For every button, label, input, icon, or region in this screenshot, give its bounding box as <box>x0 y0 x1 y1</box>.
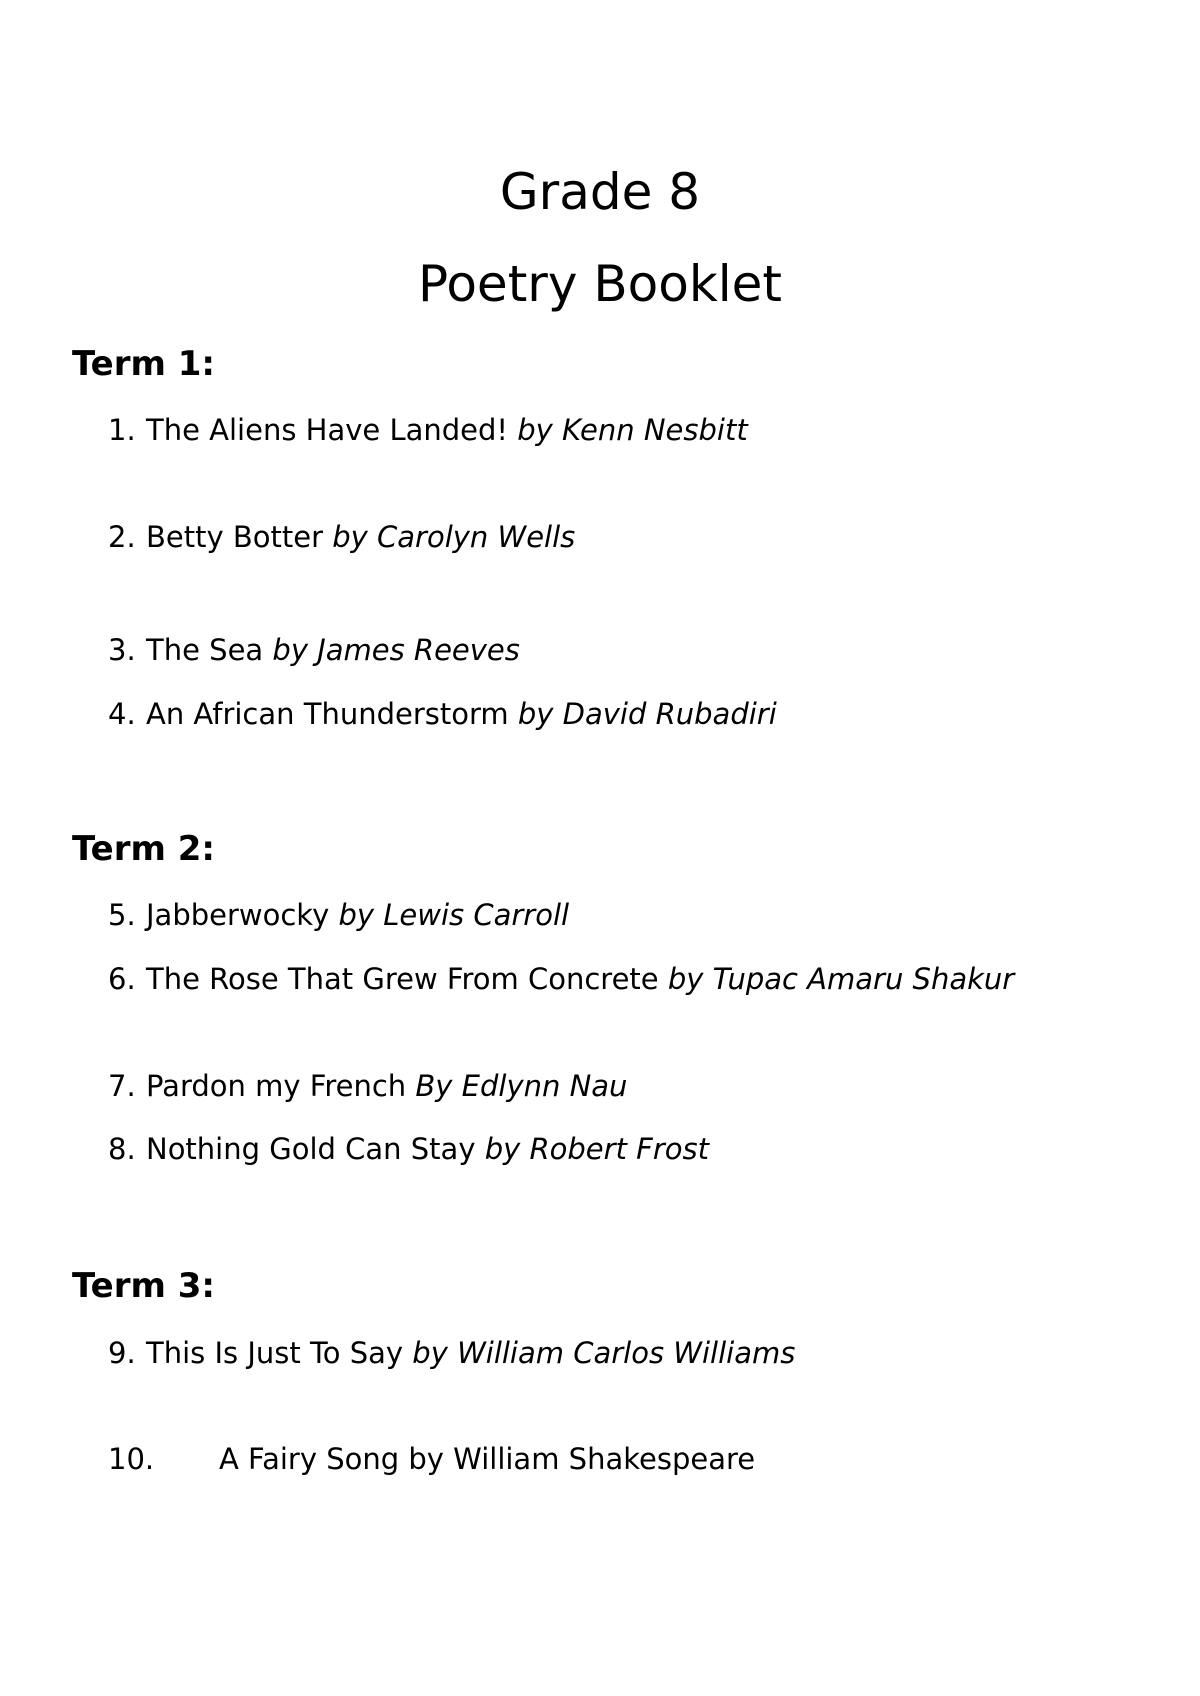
poem-title: Nothing Gold Can Stay <box>146 1132 476 1166</box>
poem-title: The Sea <box>146 633 264 667</box>
poem-number: 9. <box>108 1336 136 1370</box>
poem-author: by Kenn Nesbitt <box>517 413 748 447</box>
poem-number: 2. <box>108 520 136 554</box>
poem-author: by David Rubadiri <box>517 697 777 731</box>
poem-number: 1. <box>108 413 136 447</box>
term-1-heading: Term 1: <box>72 344 216 384</box>
poem-number: 6. <box>108 962 136 996</box>
poem-title: An African Thunderstorm <box>146 697 509 731</box>
poem-author: by Carolyn Wells <box>332 520 576 554</box>
poem-number: 3. <box>108 633 136 667</box>
poem-item-10 <box>108 1441 755 1477</box>
poem-title: Betty Botter <box>146 520 324 554</box>
document-title: Grade 8 <box>499 163 701 221</box>
poem-title: This Is Just To Say <box>146 1336 404 1370</box>
poem-author: by Tupac Amaru Shakur <box>667 962 1015 996</box>
poem-item-2 <box>108 519 575 555</box>
poem-title: The Aliens Have Landed! <box>146 413 509 447</box>
poem-author: by James Reeves <box>272 633 520 667</box>
poem-author: by Lewis Carroll <box>338 898 570 932</box>
poem-number: 10. <box>108 1442 155 1476</box>
term-3-heading: Term 3: <box>72 1266 216 1306</box>
poem-item-4 <box>108 696 777 732</box>
poem-title: Pardon my French <box>146 1069 407 1103</box>
term-2-heading: Term 2: <box>72 829 216 869</box>
poem-author: By Edlynn Nau <box>415 1069 628 1103</box>
poem-item-5 <box>108 897 569 933</box>
poem-number: 8. <box>108 1132 136 1166</box>
poem-item-8 <box>108 1131 709 1167</box>
poem-title: A Fairy Song <box>219 1442 400 1476</box>
poem-author: by William Shakespeare <box>408 1442 756 1476</box>
poem-item-9 <box>108 1335 795 1371</box>
poem-title: The Rose That Grew From Concrete <box>146 962 659 996</box>
poem-number: 5. <box>108 898 136 932</box>
poem-author: by Robert Frost <box>484 1132 709 1166</box>
poem-item-6 <box>108 961 1014 997</box>
poem-author: by William Carlos Williams <box>412 1336 796 1370</box>
poem-title: Jabberwocky <box>146 898 330 932</box>
poem-number: 7. <box>108 1069 136 1103</box>
poem-item-7 <box>108 1068 627 1104</box>
document-subtitle: Poetry Booklet <box>417 255 783 313</box>
poem-item-3 <box>108 632 520 668</box>
poem-number: 4. <box>108 697 136 731</box>
poem-item-1 <box>108 412 748 448</box>
